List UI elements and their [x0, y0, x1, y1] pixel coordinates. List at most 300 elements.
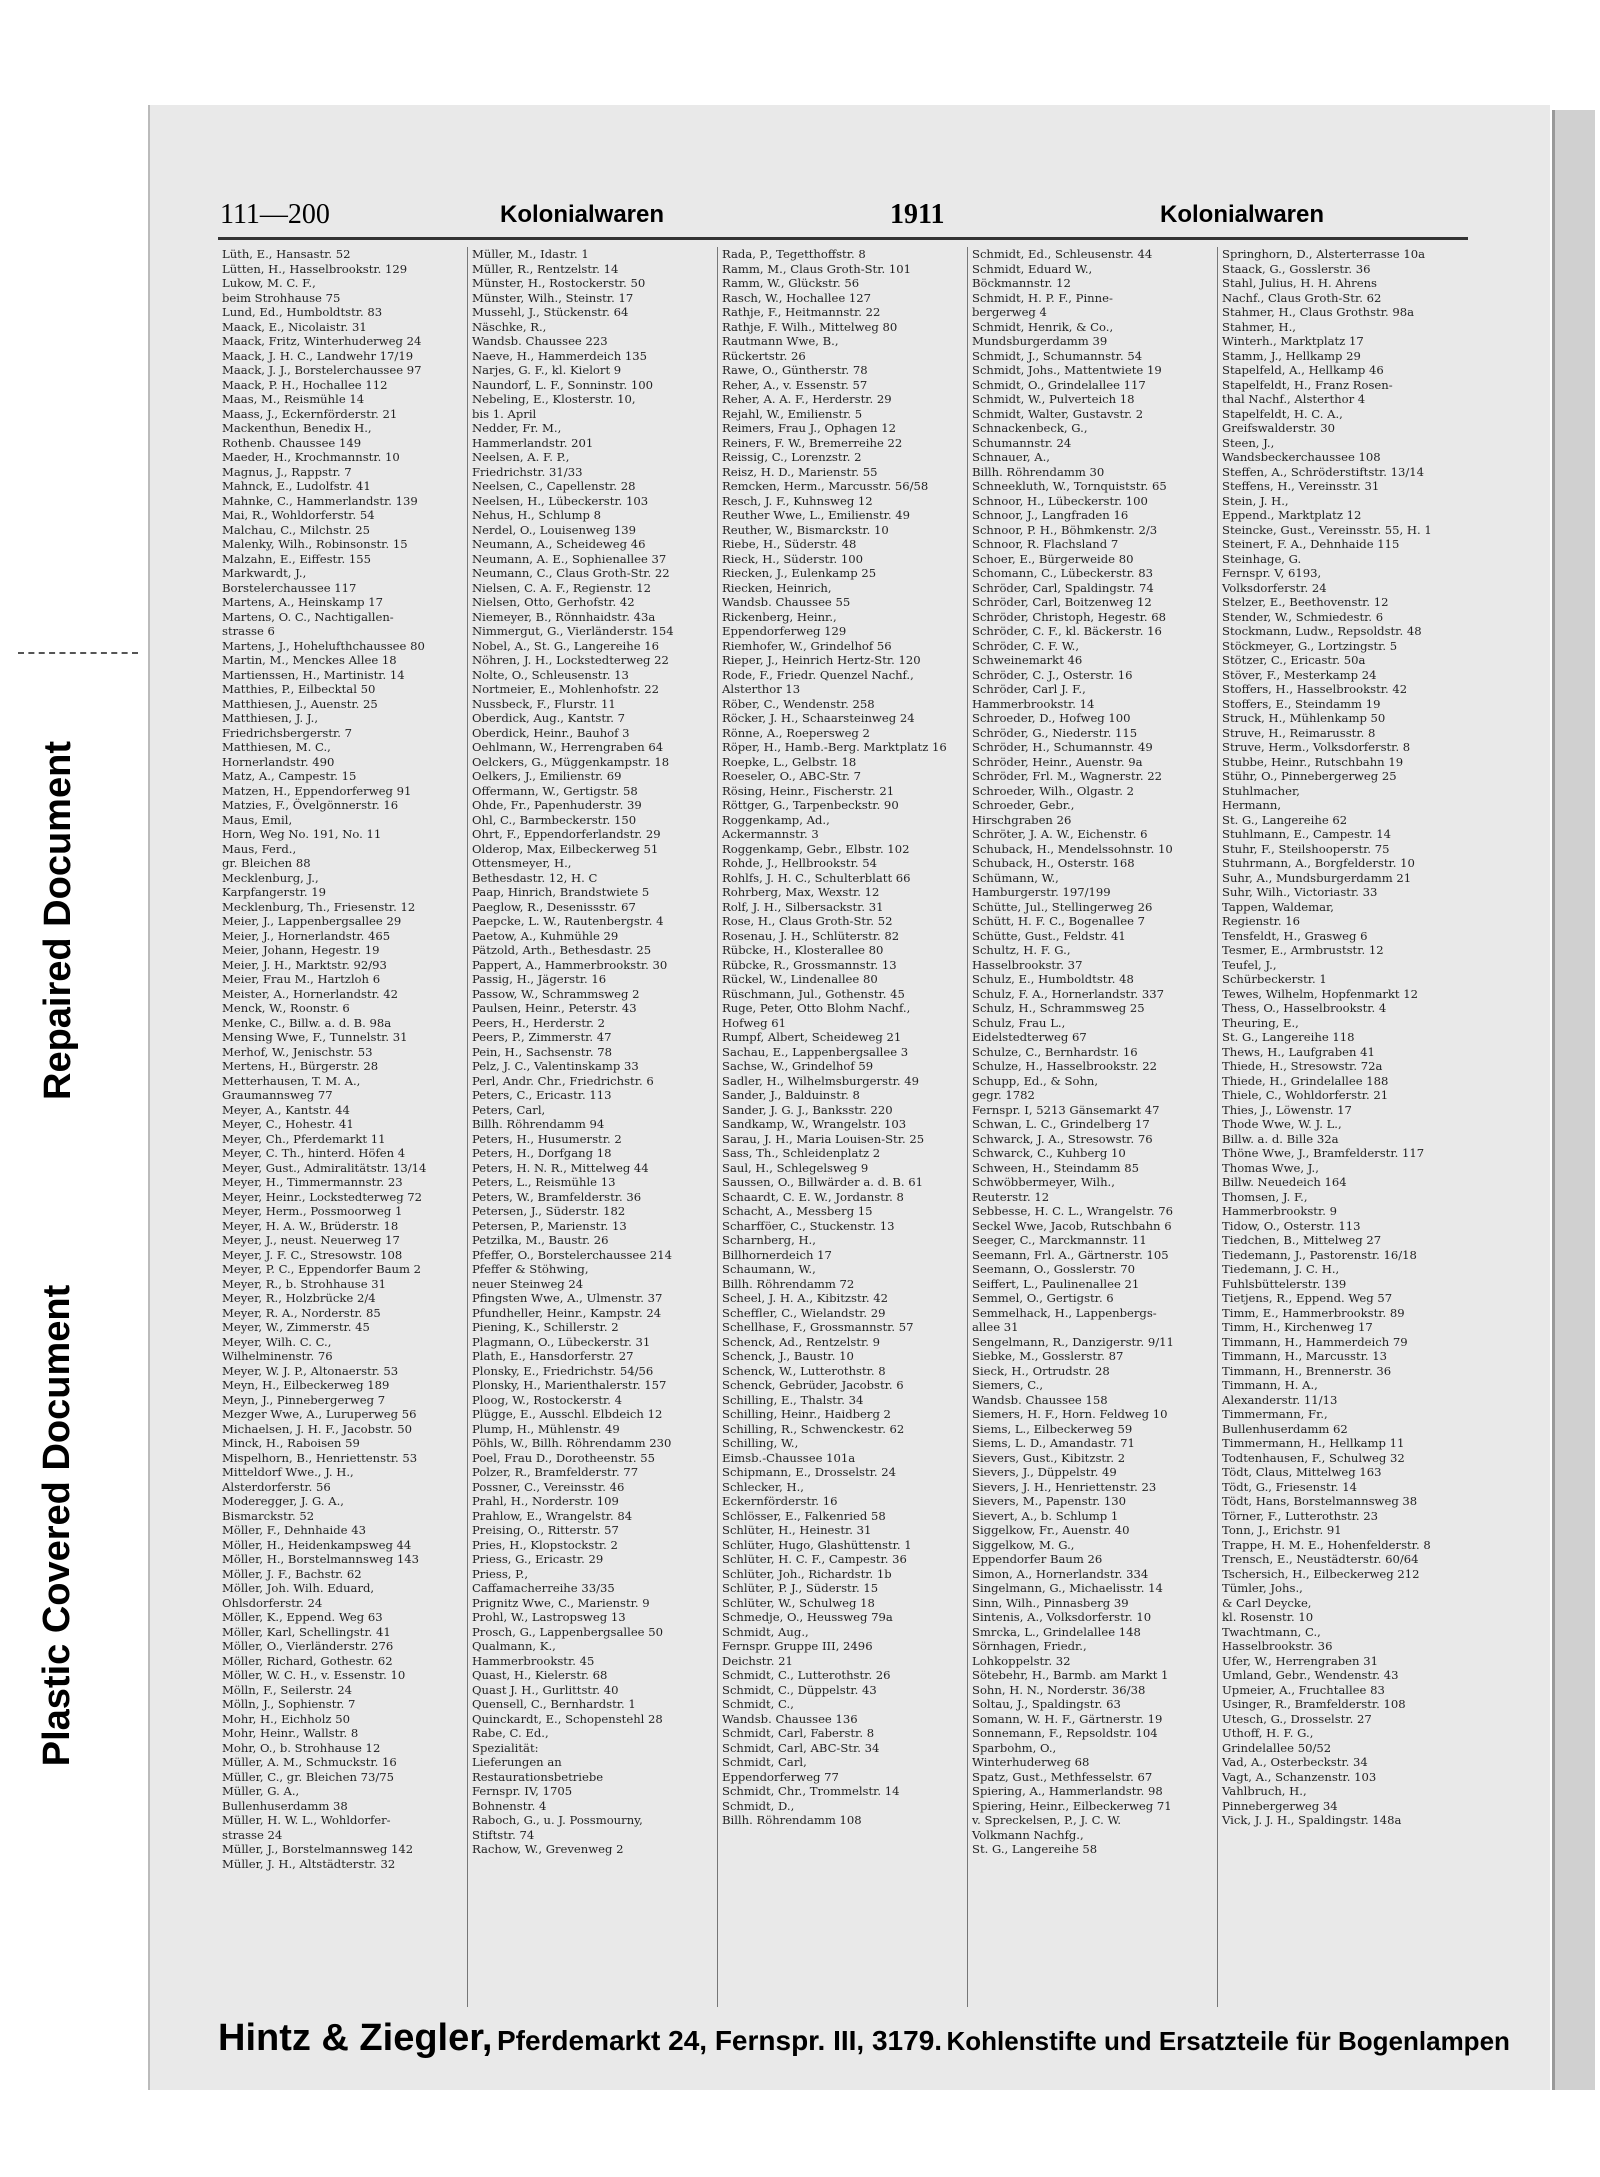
directory-entry: Hofweg 61 — [722, 1015, 787, 1030]
directory-entry: Billh. Röhrendamm 30 — [972, 464, 1105, 479]
directory-entry: Tiedemann, J. C. H., — [1222, 1262, 1340, 1276]
directory-entry: Sinn, Wilh., Pinnasberg 39 — [972, 1595, 1129, 1610]
directory-entry: Rohrberg, Max, Wexstr. 12 — [722, 885, 880, 899]
directory-entry: Raboch, G., u. J. Possmourny, — [472, 1813, 643, 1827]
directory-entry: Sarau, J. H., Maria Louisen-Str. 25 — [722, 1131, 925, 1146]
directory-entry: Schmidt, Aug., — [722, 1624, 809, 1639]
directory-entry: Somann, W. H. F., Gärtnerstr. 19 — [972, 1711, 1163, 1726]
directory-entry: Schmidt, C., Düppelstr. 43 — [722, 1682, 877, 1697]
directory-entry: Quinckardt, E., Schopenstehl 28 — [472, 1711, 663, 1726]
directory-entry: Uthoff, H. F. G., — [1222, 1726, 1314, 1740]
directory-entry: Meister, A., Hornerlandstr. 42 — [222, 986, 398, 1001]
directory-entry: Rübcke, H., Klosterallee 80 — [722, 943, 884, 957]
directory-entry: Pein, H., Sachsenstr. 78 — [472, 1044, 612, 1059]
directory-entry: Schilling, R., Schwenckestr. 62 — [722, 1421, 905, 1436]
directory-entry: Rumpf, Albert, Scheideweg 21 — [722, 1030, 902, 1044]
directory-entry: Stöver, F., Mesterkamp 24 — [1222, 667, 1377, 682]
directory-entry: Caffamacherreihe 33/35 — [472, 1581, 615, 1595]
directory-entry: Paetow, A., Kuhmühle 29 — [472, 928, 619, 943]
directory-entry: Theuring, E., — [1222, 1015, 1299, 1030]
directory-entry: Rawe, O., Güntherstr. 78 — [722, 363, 868, 377]
directory-entry: gegr. 1782 — [972, 1088, 1035, 1102]
directory-entry: Plonsky, E., Friedrichstr. 54/56 — [472, 1363, 654, 1378]
directory-entry: Ploog, W., Rostockerstr. 4 — [472, 1392, 623, 1407]
directory-entry: Schröder, Carl, Spaldingstr. 74 — [972, 580, 1154, 595]
directory-entry: gr. Bleichen 88 — [222, 856, 311, 870]
directory-column — [1218, 247, 1468, 2007]
directory-entry: Schütte, Gust., Feldstr. 41 — [972, 928, 1126, 943]
directory-entry: Paap, Hinrich, Brandstwiete 5 — [472, 885, 650, 899]
directory-entry: Mölln, J., Sophienstr. 7 — [222, 1697, 356, 1711]
directory-entry: Semmelhack, H., Lappenbergs- — [972, 1305, 1157, 1320]
directory-entry: Schupp, Ed., & Sohn, — [972, 1073, 1099, 1088]
directory-entry: Schmidt, W., Pulverteich 18 — [972, 392, 1135, 406]
directory-entry: Nöhren, J. H., Lockstedterweg 22 — [472, 653, 669, 667]
directory-entry: Semmel, O., Gertigstr. 6 — [972, 1291, 1114, 1305]
directory-entry: Sass, Th., Schleidenplatz 2 — [722, 1146, 881, 1160]
directory-entry: Meier, J., Hornerlandstr. 465 — [222, 928, 391, 943]
directory-entry: Roeseler, O., ABC-Str. 7 — [722, 769, 861, 783]
dashed-marker — [18, 652, 138, 654]
directory-entry: Hamburgerstr. 197/199 — [972, 885, 1111, 899]
directory-entry: Scharnberg, H., — [722, 1233, 816, 1247]
directory-entry: Seckel Wwe, Jacob, Rutschbahn 6 — [972, 1218, 1172, 1233]
directory-entry: Vick, J. J. H., Spaldingstr. 148a — [1222, 1813, 1402, 1827]
directory-entry: St. G., Langereihe 118 — [1222, 1030, 1355, 1044]
directory-entry: Seiffert, L., Paulinenallee 21 — [972, 1276, 1140, 1291]
directory-entry: Meyer, Heinr., Lockstedterweg 72 — [222, 1189, 423, 1204]
directory-entry: Seemann, Frl. A., Gärtnerstr. 105 — [972, 1247, 1169, 1262]
directory-entry: Steen, J., — [1222, 435, 1275, 450]
directory-entry: Schmidt, C., — [722, 1697, 794, 1711]
directory-entry: Eppendorferweg 129 — [722, 624, 847, 638]
directory-entry: strasse 24 — [222, 1827, 283, 1842]
directory-entry: Eimsb.-Chaussee 101a — [722, 1450, 856, 1465]
header-title-right: Kolonialwaren — [1160, 201, 1325, 228]
directory-entry: Schröder, Heinr., Auenstr. 9a — [972, 754, 1143, 769]
directory-entry: Sörnhagen, Friedr., — [972, 1639, 1087, 1653]
directory-entry: Paulsen, Heinr., Peterstr. 43 — [472, 1001, 637, 1015]
directory-entry: Oberdick, Heinr., Bauhof 3 — [472, 725, 630, 740]
directory-entry: Schilling, E., Thalstr. 34 — [722, 1392, 864, 1407]
directory-entry: Maack, J. J., Borstelerchaussee 97 — [222, 363, 422, 377]
directory-entry: Schröder, Frl. M., Wagnerstr. 22 — [972, 769, 1163, 783]
directory-entry: Pappert, A., Hammerbrookstr. 30 — [472, 957, 668, 972]
directory-entry: Nebeling, E., Klosterstr. 10, — [472, 392, 636, 406]
directory-entry: Timmermann, H., Hellkamp 11 — [1222, 1436, 1405, 1450]
directory-entry: Mundsburgerdamm 39 — [972, 334, 1108, 348]
directory-entry: Billw. Neuedeich 164 — [1222, 1175, 1347, 1189]
directory-entry: Möller, K., Eppend. Weg 63 — [222, 1610, 383, 1624]
directory-entry: Riemhofer, W., Grindelhof 56 — [722, 638, 892, 653]
directory-entry: Rosenau, J. H., Schlüterstr. 82 — [722, 928, 900, 943]
directory-entry: Eckernförderstr. 16 — [722, 1494, 838, 1508]
directory-columns — [218, 247, 1470, 2007]
directory-entry: Rose, H., Claus Groth-Str. 52 — [722, 914, 893, 928]
directory-entry: Reissig, C., Lorenzstr. 2 — [722, 450, 862, 464]
directory-entry: Malchau, C., Milchstr. 25 — [222, 522, 370, 537]
directory-entry: Hammerbrookstr. 45 — [472, 1653, 595, 1668]
directory-entry: Schnoor, H., Lübeckerstr. 100 — [972, 493, 1148, 508]
directory-entry: Schwöbbermeyer, Wilh., — [972, 1175, 1115, 1189]
directory-entry: Teufel, J., — [1222, 957, 1277, 972]
directory-entry: Pelz, J. C., Valentinskamp 33 — [472, 1059, 639, 1073]
directory-entry: Schröder, H., Schumannstr. 49 — [972, 740, 1153, 754]
directory-entry: Menck, W., Roonstr. 6 — [222, 1001, 350, 1015]
directory-entry: Martens, A., Heinskamp 17 — [222, 595, 383, 609]
directory-entry: Struck, H., Mühlenkamp 50 — [1222, 711, 1386, 725]
directory-entry: Thomsen, J. F., — [1222, 1189, 1308, 1204]
directory-entry: Usinger, R., Bramfelderstr. 108 — [1222, 1697, 1406, 1711]
directory-entry: Timmann, H., Brennerstr. 36 — [1222, 1363, 1392, 1378]
directory-entry: Maack, E., Nicolaistr. 31 — [222, 319, 367, 334]
directory-entry: Resch, J. F., Kuhnsweg 12 — [722, 493, 873, 508]
directory-entry: Schilling, Heinr., Haidberg 2 — [722, 1407, 891, 1421]
directory-entry: Martens, O. C., Nachtigallen- — [222, 609, 394, 624]
directory-entry: Oelkers, J., Emilienstr. 69 — [472, 769, 622, 783]
directory-entry: Tonn, J., Erichstr. 91 — [1222, 1523, 1342, 1537]
directory-entry: Schroeder, Gebr., — [972, 798, 1075, 812]
directory-entry: Ohrt, F., Eppendorferlandstr. 29 — [472, 827, 661, 841]
directory-entry: Wandsbeckerchaussee 108 — [1222, 450, 1381, 464]
directory-entry: Minck, H., Raboisen 59 — [222, 1436, 360, 1450]
directory-entry: Stahmer, H., Claus Grothstr. 98a — [1222, 305, 1415, 319]
directory-entry: Ohde, Fr., Papenhuderstr. 39 — [472, 798, 642, 812]
directory-entry: Steffens, H., Vereinsstr. 31 — [1222, 479, 1380, 493]
directory-entry: Rathje, F., Heitmannstr. 22 — [722, 305, 881, 319]
directory-entry: Rautmann Wwe, B., — [722, 334, 839, 348]
directory-entry: Stahmer, H., — [1222, 319, 1296, 334]
footer-advertisement — [218, 2017, 1510, 2073]
directory-entry: Eppend., Marktplatz 12 — [1222, 508, 1362, 522]
directory-entry: Saussen, O., Billwärder a. d. B. 61 — [722, 1175, 924, 1189]
directory-entry: Naeve, H., Hammerdeich 135 — [472, 348, 648, 363]
directory-entry: Schröder, C. F., kl. Bäckerstr. 16 — [972, 624, 1162, 638]
directory-entry: Polzer, R., Bramfelderstr. 77 — [472, 1465, 639, 1479]
directory-entry: Meier, J., Lappenbergsallee 29 — [222, 914, 402, 928]
directory-entry: Timmermann, Fr., — [1222, 1407, 1328, 1421]
directory-entry: Prahlow, E., Wrangelstr. 84 — [472, 1508, 633, 1523]
directory-entry: Stötzer, C., Ericastr. 50a — [1222, 653, 1366, 667]
directory-entry: Mitteldorf Wwe., J. H., — [222, 1465, 354, 1479]
directory-entry: Maack, Fritz, Winterhuderweg 24 — [222, 334, 422, 348]
directory-entry: Quast J. H., Gurlittstr. 40 — [472, 1682, 619, 1697]
directory-entry: Rachow, W., Grevenweg 2 — [472, 1842, 624, 1856]
directory-entry: Prohl, W., Lastropsweg 13 — [472, 1610, 626, 1624]
directory-entry: Tödt, Hans, Borstelmannsweg 38 — [1222, 1494, 1418, 1508]
directory-entry: Schenck, W., Lutterothstr. 8 — [722, 1363, 886, 1378]
directory-entry: Mensing Wwe, F., Tunnelstr. 31 — [222, 1030, 408, 1044]
directory-entry: Plonsky, H., Marienthalerstr. 157 — [472, 1378, 667, 1392]
directory-entry: Pöhls, W., Billh. Röhrendamm 230 — [472, 1436, 672, 1450]
directory-entry: Stuhrmann, A., Borgfelderstr. 10 — [1222, 856, 1415, 870]
directory-entry: St. G., Langereihe 58 — [972, 1842, 1098, 1856]
directory-entry: Nedder, Fr. M., — [472, 421, 562, 435]
directory-entry: Tödt, Claus, Mittelweg 163 — [1222, 1465, 1382, 1479]
directory-entry: Maack, J. H. C., Landwehr 17/19 — [222, 348, 414, 363]
directory-entry: Schlüter, Hugo, Glashüttenstr. 1 — [722, 1537, 912, 1552]
directory-entry: Remcken, Herm., Marcusstr. 56/58 — [722, 479, 929, 493]
directory-entry: Fuhlsbüttelerstr. 139 — [1222, 1276, 1347, 1291]
directory-entry: Siggelkow, M. G., — [972, 1537, 1075, 1552]
directory-entry: Fernspr. IV, 1705 — [472, 1784, 573, 1798]
directory-entry: Meyer, Ch., Pferdemarkt 11 — [222, 1131, 386, 1146]
directory-entry: Meyer, Herm., Possmoorweg 1 — [222, 1204, 403, 1218]
directory-entry: Peters, Carl, — [472, 1102, 546, 1117]
directory-entry: Schlüter, W., Schulweg 18 — [722, 1595, 875, 1610]
directory-entry: Bethesdastr. 12, H. C — [472, 870, 598, 885]
directory-entry: Spezialität: — [472, 1740, 539, 1755]
directory-entry: Wandsb. Chaussee 158 — [972, 1392, 1108, 1407]
directory-entry: Martin, M., Menckes Allee 18 — [222, 653, 397, 667]
directory-entry: Rothenb. Chaussee 149 — [222, 435, 362, 450]
directory-entry: Stühr, O., Pinnebergerweg 25 — [1222, 769, 1397, 783]
directory-entry: Schümann, W., — [972, 870, 1059, 885]
directory-entry: & Carl Deycke, — [1222, 1595, 1312, 1610]
directory-entry: Meyer, Gust., Admiralitätstr. 13/14 — [222, 1160, 427, 1175]
directory-entry: Ottensmeyer, H., — [472, 856, 572, 870]
directory-entry: Ohlsdorferstr. 24 — [222, 1595, 323, 1610]
directory-entry: Peters, H. N. R., Mittelweg 44 — [472, 1160, 649, 1175]
directory-entry: Schröder, C. F. W., — [972, 638, 1080, 653]
directory-entry: Stöckmeyer, G., Lortzingstr. 5 — [1222, 638, 1398, 653]
directory-entry: Maass, J., Eckernförderstr. 21 — [222, 406, 398, 421]
directory-entry: Prahl, H., Norderstr. 109 — [472, 1494, 619, 1508]
directory-entry: Alexanderstr. 11/13 — [1222, 1392, 1338, 1407]
directory-entry: Meier, J. H., Marktstr. 92/93 — [222, 957, 387, 972]
directory-entry: Peers, P., Zimmerstr. 47 — [472, 1030, 612, 1044]
directory-entry: Schütte, Jul., Stellingerweg 26 — [972, 899, 1153, 914]
directory-entry: Schroeder, Wilh., Olgastr. 2 — [972, 783, 1135, 798]
directory-entry: Olderop, Max, Eilbeckerweg 51 — [472, 841, 659, 856]
directory-entry: Priess, G., Ericastr. 29 — [472, 1552, 604, 1566]
directory-entry: Plump, H., Mühlenstr. 49 — [472, 1421, 620, 1436]
directory-entry: Müller, G. A., — [222, 1784, 300, 1798]
directory-entry: Schoer, E., Bürgerweide 80 — [972, 551, 1134, 566]
directory-entry: Oelckers, G., Müggenkampstr. 18 — [472, 754, 670, 769]
directory-entry: Sievers, J. H., Henriettenstr. 23 — [972, 1479, 1157, 1494]
directory-entry: Suhr, A., Mundsburgerdamm 21 — [1222, 870, 1412, 885]
directory-entry: Möller, H., Borstelmannsweg 143 — [222, 1552, 419, 1566]
directory-entry: Schwarck, J. A., Stresowstr. 76 — [972, 1131, 1153, 1146]
directory-entry: Neelsen, A. F. P., — [472, 450, 570, 464]
directory-entry: Steincke, Gust., Vereinsstr. 55, H. 1 — [1222, 522, 1432, 537]
directory-entry: Schenck, J., Baustr. 10 — [722, 1349, 854, 1363]
directory-entry: Bullenhuserdamm 38 — [222, 1798, 348, 1813]
directory-entry: St. G., Langereihe 62 — [1222, 812, 1348, 827]
directory-entry: Seeger, C., Marckmannstr. 11 — [972, 1233, 1147, 1247]
directory-entry: Pries, H., Klopstockstr. 2 — [472, 1537, 618, 1552]
directory-entry: Müller, A. M., Schmuckstr. 16 — [222, 1755, 397, 1769]
directory-entry: Mispelhorn, B., Henriettenstr. 53 — [222, 1450, 418, 1465]
directory-entry: Todtenhausen, F., Schulweg 32 — [1222, 1450, 1405, 1465]
directory-entry: Schlüter, H. C. F., Campestr. 36 — [722, 1552, 907, 1566]
directory-entry: Thess, O., Hasselbrookstr. 4 — [1222, 1001, 1387, 1015]
directory-entry: Thiede, H., Grindelallee 188 — [1222, 1073, 1389, 1088]
directory-entry: Nortmeier, E., Mohlenhofstr. 22 — [472, 682, 659, 696]
directory-entry: Röper, H., Hamb.-Berg. Marktplatz 16 — [722, 740, 947, 754]
directory-entry: Fernspr. I, 5213 Gänsemarkt 47 — [972, 1102, 1160, 1117]
directory-entry: Deichstr. 21 — [722, 1653, 793, 1668]
directory-entry: Wandsb. Chaussee 223 — [472, 334, 608, 348]
directory-entry: Matz, A., Campestr. 15 — [222, 769, 357, 783]
directory-entry: Schmidt, O., Grindelallee 117 — [972, 377, 1146, 392]
directory-entry: Stuhlmacher, — [1222, 783, 1300, 798]
directory-entry: Schürbeckerstr. 1 — [1222, 972, 1327, 986]
directory-entry: Possner, C., Vereinsstr. 46 — [472, 1479, 625, 1494]
directory-entry: Sintenis, A., Volksdorferstr. 10 — [972, 1610, 1152, 1624]
directory-entry: Tappen, Waldemar, — [1222, 899, 1334, 914]
directory-entry: Lüth, E., Hansastr. 52 — [222, 247, 351, 261]
page-header — [220, 199, 1470, 233]
directory-entry: Hirschgraben 26 — [972, 812, 1072, 827]
directory-entry: Twachtmann, C., — [1222, 1624, 1321, 1639]
directory-entry: Schmedje, O., Heussweg 79a — [722, 1610, 893, 1624]
directory-entry: Petersen, P., Marienstr. 13 — [472, 1218, 627, 1233]
directory-entry: Müller, M., Idastr. 1 — [472, 247, 589, 261]
directory-entry: Borstelerchaussee 117 — [222, 580, 357, 595]
directory-entry: Rada, P., Tegetthoffstr. 8 — [722, 247, 866, 261]
directory-entry: Schenck, Gebrüder, Jacobstr. 6 — [722, 1378, 904, 1392]
directory-column — [718, 247, 968, 2007]
directory-entry: Hasselbrookstr. 37 — [972, 957, 1083, 972]
directory-entry: Paeglow, R., Desenissstr. 67 — [472, 899, 636, 914]
directory-entry: Nielsen, C. A. F., Regienstr. 12 — [472, 580, 651, 595]
directory-entry: Sadler, H., Wilhelmsburgerstr. 49 — [722, 1073, 920, 1088]
directory-entry: Siebke, M., Gosslerstr. 87 — [972, 1349, 1124, 1363]
directory-entry: Fernspr. V, 6193, — [1222, 566, 1322, 580]
directory-entry: Magnus, J., Rappstr. 7 — [222, 464, 352, 479]
directory-entry: Lieferungen an — [472, 1755, 562, 1769]
directory-entry: Steffen, A., Schröderstiftstr. 13/14 — [1222, 464, 1425, 479]
directory-entry: Petzilka, M., Baustr. 26 — [472, 1233, 609, 1247]
directory-entry: Schwan, L. C., Grindelberg 17 — [972, 1117, 1150, 1131]
directory-entry: Meyn, H., Eilbeckerweg 189 — [222, 1378, 390, 1392]
directory-entry: Möller, F., Dehnhaide 43 — [222, 1523, 366, 1537]
directory-entry: Siemers, C., — [972, 1378, 1044, 1392]
directory-entry: Meyer, R., b. Strohhause 31 — [222, 1276, 387, 1291]
directory-entry: Münster, H., Rostockerstr. 50 — [472, 276, 646, 290]
directory-entry: Tiedchen, B., Mittelweg 27 — [1222, 1233, 1382, 1247]
directory-entry: Stuhr, F., Steilshooperstr. 75 — [1222, 841, 1390, 856]
directory-entry: Plügge, E., Ausschl. Elbdeich 12 — [472, 1407, 663, 1421]
directory-entry: Thode Wwe, W. J. L., — [1222, 1117, 1342, 1131]
directory-entry: Bullenhuserdamm 62 — [1222, 1421, 1348, 1436]
directory-entry: Schultz, H. F. G., — [972, 943, 1071, 957]
directory-entry: Meyer, J., neust. Neuerweg 17 — [222, 1233, 400, 1247]
directory-entry: Stelzer, E., Beethovenstr. 12 — [1222, 595, 1389, 609]
directory-entry: Reuther, W., Bismarckstr. 10 — [722, 522, 889, 537]
directory-entry: Quast, H., Kielerstr. 68 — [472, 1668, 608, 1682]
directory-entry: Suhr, Wilh., Victoriastr. 33 — [1222, 885, 1378, 899]
directory-entry: Upmeier, A., Fruchtallee 83 — [1222, 1682, 1385, 1697]
directory-entry: Schmidt, Eduard W., — [972, 261, 1093, 276]
directory-entry: Schlösser, E., Falkenried 58 — [722, 1508, 886, 1523]
directory-entry: Rübcke, R., Grossmannstr. 13 — [722, 957, 897, 972]
directory-entry: Ramm, W., Glückstr. 56 — [722, 276, 860, 290]
directory-column — [218, 247, 468, 2007]
directory-entry: Preising, O., Ritterstr. 57 — [472, 1523, 619, 1537]
directory-entry: Schmidt, Ed., Schleusenstr. 44 — [972, 247, 1153, 261]
directory-entry: Schulz, H., Schrammsweg 25 — [972, 1001, 1145, 1015]
directory-entry: Meyer, A., Kantstr. 44 — [222, 1102, 350, 1117]
directory-entry: Rolf, J. H., Silbersackstr. 31 — [722, 899, 884, 914]
directory-entry: Schmidt, Carl, — [722, 1755, 807, 1769]
directory-entry: Prosch, G., Lappenbergsallee 50 — [472, 1624, 663, 1639]
directory-entry: Stiftstr. 74 — [472, 1827, 535, 1842]
directory-entry: Singelmann, G., Michaelisstr. 14 — [972, 1581, 1163, 1595]
directory-entry: Ohl, C., Barmbeckerstr. 150 — [472, 812, 637, 827]
directory-entry: Karpfangerstr. 19 — [222, 885, 327, 899]
directory-entry: Thöne Wwe, J., Bramfelderstr. 117 — [1222, 1146, 1425, 1160]
directory-entry: Meyer, C. Th., hinterd. Höfen 4 — [222, 1146, 406, 1160]
directory-entry: Lund, Ed., Humboldtstr. 83 — [222, 305, 383, 319]
directory-entry: Hammerlandstr. 201 — [472, 435, 594, 450]
directory-entry: Sötebehr, H., Barmb. am Markt 1 — [972, 1668, 1169, 1682]
directory-entry: bergerweg 4 — [972, 305, 1047, 319]
directory-entry: Peters, H., Husumerstr. 2 — [472, 1131, 622, 1146]
directory-entry: Spiering, A., Hammerlandstr. 98 — [972, 1784, 1163, 1798]
directory-entry: Möller, W. C. H., v. Essenstr. 10 — [222, 1668, 406, 1682]
directory-entry: Mezger Wwe, A., Luruperweg 56 — [222, 1407, 417, 1421]
directory-entry: neuer Steinweg 24 — [472, 1276, 584, 1291]
directory-entry: Neelsen, C., Capellenstr. 28 — [472, 479, 636, 493]
directory-entry: Schnoor, J., Langfraden 16 — [972, 508, 1129, 522]
directory-entry: Schumannstr. 24 — [972, 435, 1072, 450]
directory-entry: Schulz, Frau L., — [972, 1015, 1066, 1030]
directory-entry: Rathje, F. Wilh., Mittelweg 80 — [722, 319, 898, 334]
directory-entry: Saul, H., Schlegelsweg 9 — [722, 1160, 869, 1175]
directory-entry: Roggenkamp, Ad., — [722, 812, 830, 827]
directory-entry: Tödt, G., Friesenstr. 14 — [1222, 1479, 1358, 1494]
directory-entry: Malenky, Wilh., Robinsonstr. 15 — [222, 537, 408, 551]
directory-entry: Möller, Joh. Wilh. Eduard, — [222, 1581, 375, 1595]
directory-entry: Oehlmann, W., Herrengraben 64 — [472, 740, 664, 754]
repaired-document-label: Repaired Document — [36, 740, 79, 1100]
directory-entry: Stockmann, Ludw., Repsoldstr. 48 — [1222, 624, 1422, 638]
directory-entry: Mertens, H., Bürgerstr. 28 — [222, 1059, 379, 1073]
directory-entry: Reuterstr. 12 — [972, 1189, 1050, 1204]
directory-entry: Roggenkamp, Gebr., Elbstr. 102 — [722, 841, 910, 856]
directory-entry: Thews, H., Laufgraben 41 — [1222, 1044, 1375, 1059]
directory-entry: Merhof, W., Jenischstr. 53 — [222, 1044, 373, 1059]
directory-entry: Müller, C., gr. Bleichen 73/75 — [222, 1769, 395, 1784]
directory-entry: Martens, J., Hohelufthchaussee 80 — [222, 638, 425, 653]
directory-entry: Schween, H., Steindamm 85 — [972, 1160, 1139, 1175]
directory-entry: Sachse, W., Grindelhof 59 — [722, 1059, 874, 1073]
directory-entry: Meyer, Wilh. C. C., — [222, 1334, 332, 1349]
directory-entry: Peters, L., Reismühle 13 — [472, 1175, 616, 1189]
directory-entry: Schröder, C. J., Osterstr. 16 — [972, 667, 1133, 682]
directory-entry: Meyer, R. A., Norderstr. 85 — [222, 1305, 381, 1320]
directory-entry: Peters, W., Bramfelderstr. 36 — [472, 1189, 642, 1204]
directory-entry: Plath, E., Hansdorferstr. 27 — [472, 1349, 634, 1363]
directory-entry: Metterhausen, T. M. A., — [222, 1073, 361, 1088]
directory-entry: Schröter, J. A. W., Eichenstr. 6 — [972, 827, 1148, 841]
directory-entry: Tümler, Johs., — [1222, 1581, 1303, 1595]
directory-entry: Offermann, W., Gertigstr. 58 — [472, 783, 638, 798]
directory-entry: Peters, H., Dorfgang 18 — [472, 1146, 612, 1160]
directory-entry: Mölln, F., Seilerstr. 24 — [222, 1682, 353, 1697]
directory-entry: Schmidt, H. P. F., Pinne- — [972, 290, 1113, 305]
directory-entry: Vad, A., Osterbeckstr. 34 — [1222, 1755, 1368, 1769]
directory-entry: Reimers, Frau J., Ophagen 12 — [722, 421, 896, 435]
directory-entry: Schroeder, D., Hofweg 100 — [972, 711, 1131, 725]
directory-entry: Näschke, R., — [472, 319, 547, 334]
directory-entry: Bismarckstr. 52 — [222, 1508, 315, 1523]
directory-entry: strasse 6 — [222, 624, 275, 638]
directory-entry: Rückertstr. 26 — [722, 348, 806, 363]
